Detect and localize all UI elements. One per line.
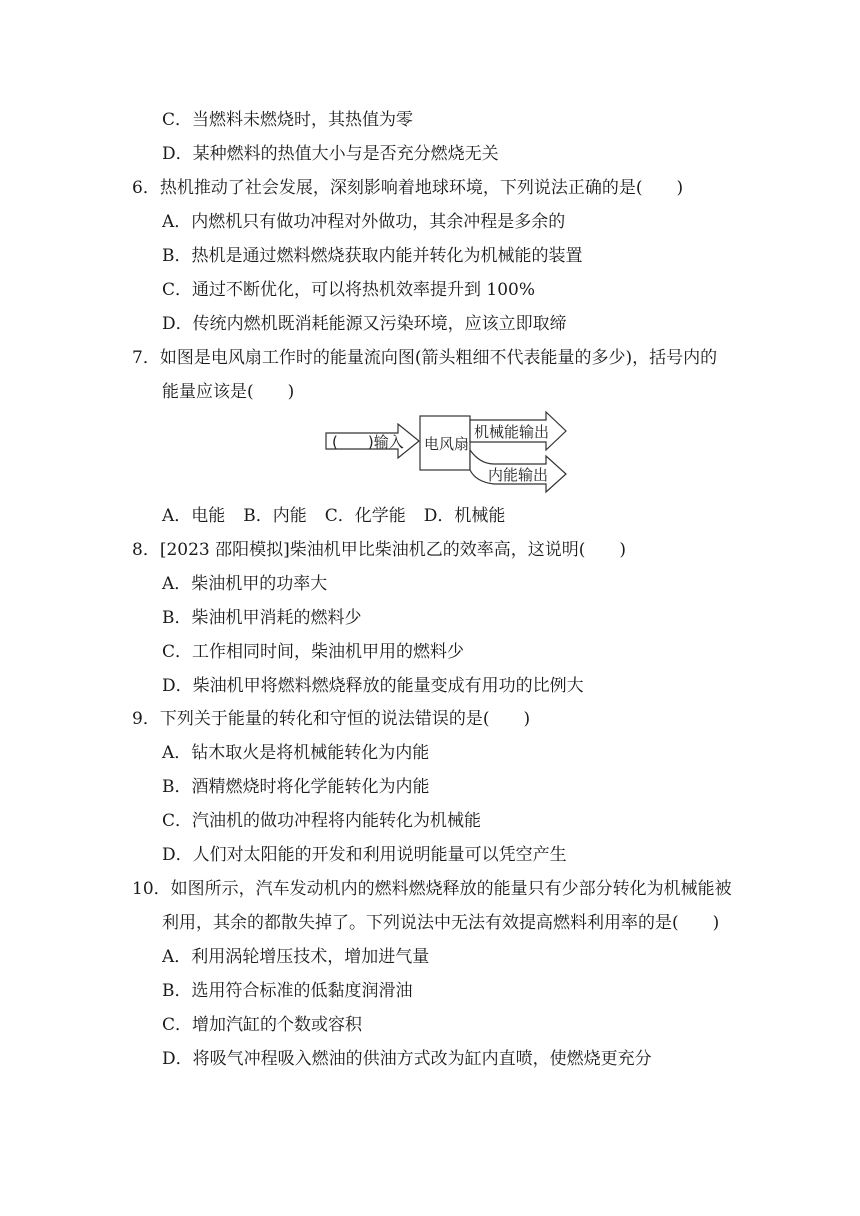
question-stem: 9．下列关于能量的转化和守恒的说法错误的是( ) [132, 709, 531, 729]
option-b: B．选用符合标准的低黏度润滑油 [162, 981, 413, 1001]
question-stem-continued: 能量应该是( ) [162, 382, 295, 402]
option-a: A．电能 [162, 506, 226, 526]
mechanical-output-label: 机械能输出 [474, 423, 550, 441]
option-b: B．内能 [243, 506, 307, 526]
option-c: C．通过不断优化，可以将热机效率提升到 100% [162, 280, 536, 300]
question-stem: 8．[2023 邵阳模拟]柴油机甲比柴油机乙的效率高，这说明( ) [132, 540, 627, 560]
question-stem-continued: 利用，其余的都散失掉了。下列说法中无法有效提高燃料利用率的是( ) [162, 913, 720, 933]
option-b: B．酒精燃烧时将化学能转化为内能 [162, 777, 430, 797]
energy-flow-diagram [322, 410, 572, 496]
option-a: A．内燃机只有做功冲程对外做功，其余冲程是多余的 [162, 212, 566, 232]
option-a: A．柴油机甲的功率大 [162, 574, 328, 594]
input-label: ( )输入 [332, 433, 404, 451]
option-d: D．柴油机甲将燃料燃烧释放的能量变成有用功的比例大 [162, 676, 584, 696]
option-d: D．传统内燃机既消耗能源又污染环境，应该立即取缔 [162, 314, 567, 334]
option-d: D．将吸气冲程吸入燃油的供油方式改为缸内直喷，使燃烧更充分 [162, 1049, 652, 1069]
option-d: D．人们对太阳能的开发和利用说明能量可以凭空产生 [162, 845, 567, 865]
option-c: C．化学能 [324, 506, 406, 526]
option-b: B．热机是通过燃料燃烧获取内能并转化为机械能的装置 [162, 246, 583, 266]
option-c: C．汽油机的做功冲程将内能转化为机械能 [162, 811, 482, 831]
option-c: C．增加汽缸的个数或容积 [162, 1015, 363, 1035]
option-d: D．机械能 [423, 506, 506, 526]
option-b: B．柴油机甲消耗的燃料少 [162, 608, 362, 628]
question-stem: 6．热机推动了社会发展，深刻影响着地球环境，下列说法正确的是( ) [132, 178, 684, 198]
question-stem: 7．如图是电风扇工作时的能量流向图(箭头粗细不代表能量的多少)，括号内的 [132, 348, 718, 368]
option-c: C．工作相同时间，柴油机甲用的燃料少 [162, 642, 465, 662]
option-c: C．当燃料未燃烧时，其热值为零 [162, 110, 414, 130]
option-d: D．某种燃料的热值大小与是否充分燃烧无关 [162, 144, 499, 164]
fan-label: 电风扇 [424, 435, 470, 453]
option-a: A．钻木取火是将机械能转化为内能 [162, 743, 430, 763]
options-row [162, 504, 523, 528]
internal-output-label: 内能输出 [488, 466, 549, 484]
option-a: A．利用涡轮增压技术，增加进气量 [162, 947, 430, 967]
question-stem: 10．如图所示，汽车发动机内的燃料燃烧释放的能量只有少部分转化为机械能被 [132, 879, 732, 899]
